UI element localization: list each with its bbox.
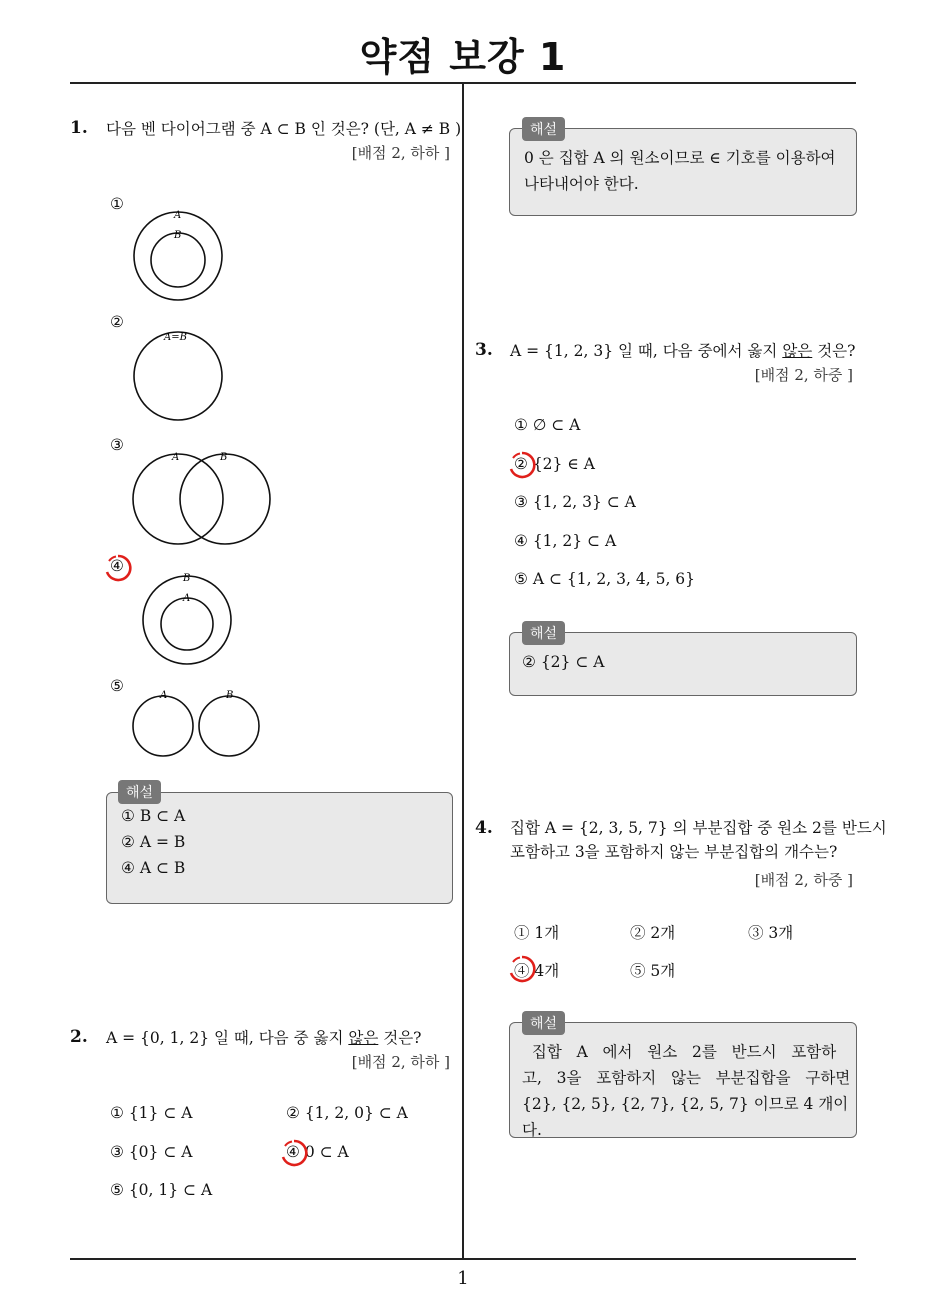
q4-solution-tag: 해설 <box>522 1011 565 1035</box>
q1-text: 다음 벤 다이어그램 중 A ⊂ B 인 것은? (단, A ≠ B ) <box>106 120 462 138</box>
q2-choice-4[interactable]: ④ 0 ⊂ A <box>286 1143 349 1161</box>
q4-solution-line-2: 고, 3을 포함하지 않는 부분집합을 구하면 <box>522 1069 851 1087</box>
venn-4-inner <box>161 598 213 650</box>
q3-text-underlined: 않은 <box>782 342 813 360</box>
q1-solution-tag: 해설 <box>118 780 161 804</box>
q2-choice-5[interactable]: ⑤ {0, 1} ⊂ A <box>110 1181 213 1199</box>
q3-solution-text: ② {2} ⊂ A <box>522 653 605 671</box>
q3-meta: [배점 2, 하중 ] <box>754 366 853 384</box>
venn-5-label-b: B <box>226 690 234 701</box>
q1-solution-line-2: ② A = B <box>121 833 186 851</box>
q1-number: 1. <box>70 118 88 138</box>
column-divider <box>462 83 464 1258</box>
venn-2-circle <box>134 332 222 420</box>
q1-option-4[interactable]: ④ <box>110 557 124 575</box>
q3-choice-2[interactable]: ② {2} ∈ A <box>514 455 595 473</box>
venn-4-label-b: B <box>183 573 191 584</box>
answer-mark-icon <box>279 1138 309 1168</box>
q3-choice-4[interactable]: ④ {1, 2} ⊂ A <box>514 532 617 550</box>
q1-solution-line-3: ④ A ⊂ B <box>121 859 186 877</box>
q1-option-5[interactable]: ⑤ <box>110 677 124 695</box>
q4-number: 4. <box>475 818 493 838</box>
venn-diagrams <box>120 200 290 780</box>
q2-solution-line-1: 0 은 집합 A 의 원소이므로 ∈ 기호를 이용하여 <box>524 149 836 167</box>
q2-solution-box <box>509 128 857 216</box>
q1-option-2[interactable]: ② <box>110 313 124 331</box>
venn-1-label-b: B <box>174 230 182 241</box>
q4-choice-4[interactable]: ④ 4개 <box>514 962 560 980</box>
q2-solution-tag: 해설 <box>522 117 565 141</box>
venn-3-right <box>180 454 270 544</box>
q3-choice-5[interactable]: ⑤ A ⊂ {1, 2, 3, 4, 5, 6} <box>514 570 696 588</box>
q2-meta: [배점 2, 하하 ] <box>351 1053 450 1071</box>
venn-1-inner <box>151 233 205 287</box>
q1-solution-line-1: ① B ⊂ A <box>121 807 186 825</box>
q3-choice-3[interactable]: ③ {1, 2, 3} ⊂ A <box>514 493 636 511</box>
q2-text-underlined: 않은 <box>348 1029 379 1047</box>
venn-5-right <box>199 696 259 756</box>
q4-solution-line-3: {2}, {2, 5}, {2, 7}, {2, 5, 7} 이므로 4 개이다. <box>522 1095 849 1139</box>
q4-solution-box <box>509 1022 857 1138</box>
q3-text <box>510 339 855 363</box>
venn-5-label-a: A <box>160 690 168 701</box>
q1-option-1[interactable]: ① <box>110 195 124 213</box>
venn-3-label-a: A <box>172 452 180 463</box>
q1-meta: [배점 2, 하하 ] <box>351 144 450 162</box>
q2-choice-2[interactable]: ② {1, 2, 0} ⊂ A <box>286 1104 408 1122</box>
q2-text-a: A = {0, 1, 2} 일 때, 다음 중 옳지 <box>106 1029 349 1047</box>
q4-choice-5[interactable]: ⑤ 5개 <box>630 962 676 980</box>
venn-4-label-a: A <box>183 593 191 604</box>
page-title: 약점 보강 1 <box>359 35 567 79</box>
q3-solution-tag: 해설 <box>522 621 565 645</box>
footer-rule <box>70 1258 856 1260</box>
q2-number: 2. <box>70 1027 88 1047</box>
q1-solution-box <box>106 792 453 904</box>
page-number: 1 <box>457 1268 469 1289</box>
answer-mark-icon <box>507 954 537 984</box>
q2-choice-3[interactable]: ③ {0} ⊂ A <box>110 1143 193 1161</box>
venn-5-left <box>133 696 193 756</box>
venn-3-label-b: B <box>220 452 228 463</box>
q2-solution-line-2: 나타내어야 한다. <box>524 175 639 193</box>
answer-mark-icon <box>507 450 537 480</box>
q1-option-3[interactable]: ③ <box>110 436 124 454</box>
q3-text-a: A = {1, 2, 3} 일 때, 다음 중에서 옳지 <box>510 342 783 360</box>
q2-text-b: 것은? <box>378 1029 422 1047</box>
q4-choice-3[interactable]: ③ 3개 <box>748 924 794 942</box>
venn-2-label: A=B <box>164 332 187 343</box>
q4-choice-1[interactable]: ① 1개 <box>514 924 560 942</box>
q4-meta: [배점 2, 하중 ] <box>754 871 853 889</box>
q3-choice-1[interactable]: ① ∅ ⊂ A <box>514 416 581 434</box>
q4-text <box>510 816 887 864</box>
q2-text <box>106 1026 422 1050</box>
q4-text-line-2: 포함하고 3을 포함하지 않는 부분집합의 개수는? <box>510 843 838 861</box>
q4-text-line-1: 집합 A = {2, 3, 5, 7} 의 부분집합 중 원소 2를 반드시 <box>510 819 887 837</box>
q4-choice-2[interactable]: ② 2개 <box>630 924 676 942</box>
venn-3-left <box>133 454 223 544</box>
q2-choice-1[interactable]: ① {1} ⊂ A <box>110 1104 193 1122</box>
venn-1-label-a: A <box>174 210 182 221</box>
q3-text-b: 것은? <box>812 342 856 360</box>
q3-number: 3. <box>475 340 493 360</box>
q4-solution-line-1: 집합 A 에서 원소 2를 반드시 포함하 <box>522 1043 837 1061</box>
